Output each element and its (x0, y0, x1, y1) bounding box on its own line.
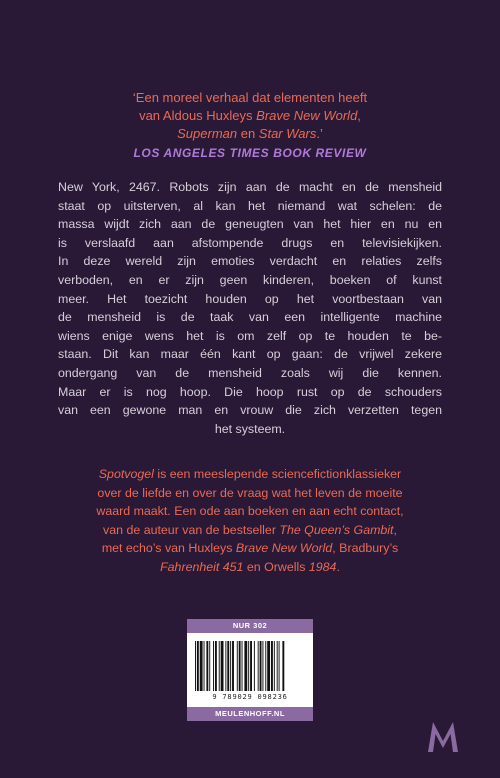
publisher-website: MEULENHOFF.NL (187, 707, 313, 721)
blurb-title-brave-new-world: Brave New World (235, 541, 333, 556)
synopsis-line: New York, 2467. Robots zijn aan de macht en de mensheid (58, 180, 442, 194)
barcode-icon (193, 641, 307, 693)
quote-title-star-wars: Star Wars (258, 126, 317, 141)
quote-line-1: ‘Een moreel verhaal dat elementen heeft (132, 90, 368, 105)
synopsis-line: staan. Dit kan maar één kant op gaan: de vrijwel zekere (58, 347, 442, 362)
quote-line-3 (40, 125, 460, 143)
synopsis-line: is verslaafd aan afstompende drugs en televisiekijken. (58, 235, 442, 250)
blurb-punct: . (336, 559, 340, 574)
blurb-title-1984: 1984 (308, 559, 337, 574)
blurb-line-2: over de liefde en over de vraag wat het leven de moeite (97, 485, 403, 500)
blurb-line-1 (50, 465, 450, 484)
blurb-title-spotvogel: Spotvogel (98, 467, 154, 481)
isbn-number: 9 789029 098236 (212, 693, 288, 701)
quote-punct: .’ (316, 126, 323, 141)
quote-line-2 (40, 107, 460, 125)
blurb-line-5 (50, 539, 450, 558)
blurb-text: met echo’s van Huxleys (101, 541, 236, 556)
synopsis-line: de mensheid is de taak van een intelligente machine (58, 310, 442, 325)
synopsis-line: massa wijdt zich aan de geneugten van het hier en nu en (58, 217, 442, 232)
synopsis-line: van een gewone man en vrouw die zich verzetten tegen (58, 403, 442, 418)
review-quote (40, 89, 460, 162)
blurb-line-6 (50, 558, 450, 577)
synopsis-line: In deze wereld zijn emoties verdacht en relaties zelfs (58, 254, 442, 269)
blurb-line-4 (50, 521, 450, 540)
blurb-text: en Orwells (243, 559, 309, 574)
blurb-text: is een meeslepende sciencefictionklassieker (153, 467, 402, 481)
synopsis-line: Maar er is nog hoop. Die hoop rust op de schouders (58, 384, 442, 399)
synopsis-line: ondergang van de mensheid zoals wij die kennen. (58, 365, 442, 380)
meulenhoff-m-logo-icon (424, 719, 462, 755)
quote-title-superman: Superman (177, 126, 238, 141)
quote-punct: , (357, 108, 361, 123)
blurb-line-3: waard maakt. Een ode aan boeken en aan echt contact, (96, 504, 404, 519)
nur-code: NUR 302 (187, 619, 313, 633)
barcode-label (187, 619, 313, 721)
blurb-title-fahrenheit-451: Fahrenheit 451 (160, 559, 244, 574)
synopsis-line: wiens enige wens het is om zelf op te houden te be- (58, 328, 442, 343)
blurb-text: van de auteur van de bestseller (103, 522, 280, 537)
synopsis-line: het systeem. (214, 421, 286, 436)
blurb-punct: , (393, 522, 397, 537)
blurb-text: , Bradbury’s (332, 541, 399, 556)
quote-text: en (237, 126, 259, 141)
blurb-title-queens-gambit: The Queen’s Gambit (279, 522, 394, 537)
promo-blurb (50, 465, 450, 577)
quote-source: LOS ANGELES TIMES BOOK REVIEW (133, 146, 367, 160)
synopsis-line: meer. Het toezicht houden op het voortbestaan van (58, 291, 442, 306)
synopsis-line: staat op uitsterven, al kan het niemand wat schelen: de (58, 198, 442, 213)
quote-title-brave-new-world: Brave New World (256, 108, 358, 123)
quote-text: van Aldous Huxleys (139, 108, 257, 123)
synopsis-line: verboden, en er zijn geen kinderen, boeken of kunst (58, 272, 442, 287)
synopsis (58, 178, 442, 438)
